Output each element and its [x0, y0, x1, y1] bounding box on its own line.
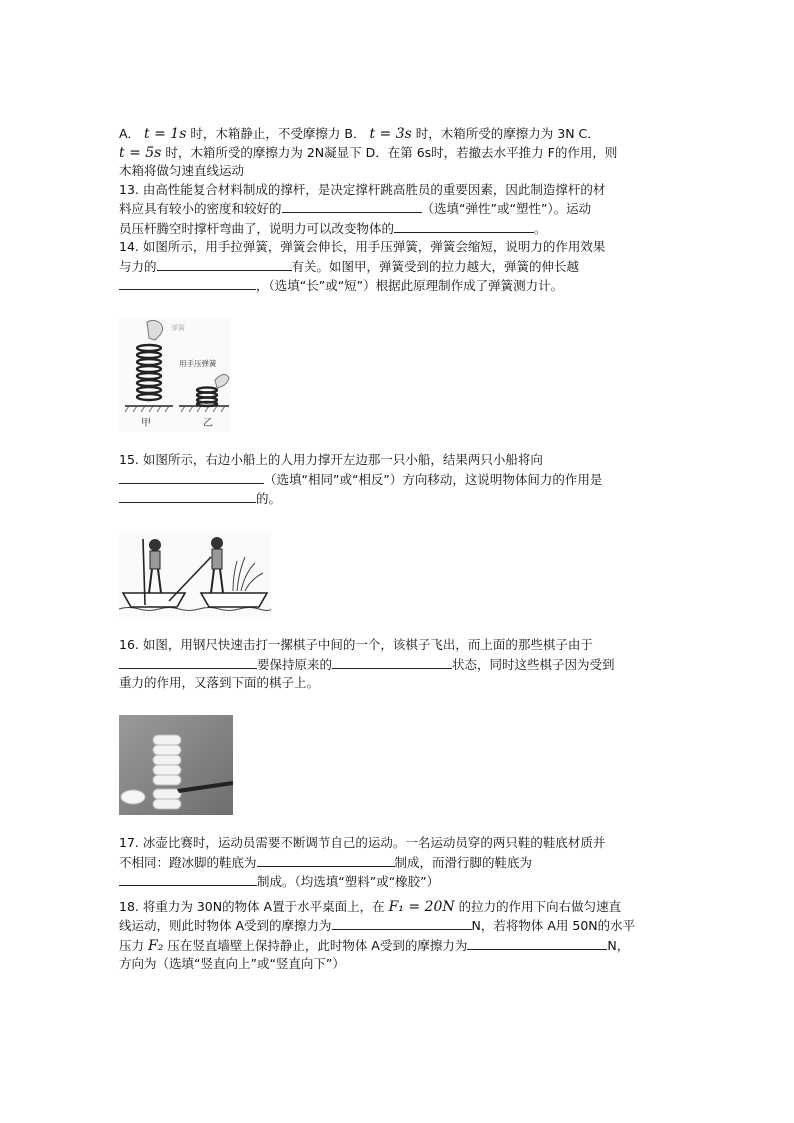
q13-answer-blank-2[interactable]: [394, 219, 534, 233]
q12-c-text2: 木箱将做匀速直线运动: [119, 163, 245, 178]
q14-text-3b: ，（选填“长”或“短”）根据此原理制作成了弹簧测力计。: [256, 278, 564, 293]
q18-line-4: 方向为（选填“竖直向上”或“竖直向下”）: [119, 956, 345, 971]
q13-text-3a: 员压杆腾空时撑杆弯曲了，说明力可以改变物体的: [119, 220, 395, 236]
q12-b-math: t = 3s: [369, 126, 412, 142]
q16-line-1: 16. 如图，用钢尺快速击打一摞棋子中间的一个，该棋子飞出，而上面的那些棋子由于: [119, 637, 593, 652]
svg-text:弹簧: 弹簧: [171, 323, 185, 332]
q17-answer-blank-1[interactable]: [257, 853, 395, 867]
q15-line-2: [119, 470, 679, 490]
q18-text-3b: 压在竖直墙壁上保持静止，此时物体 A受到的摩擦力为: [167, 937, 468, 953]
q16-answer-blank-1[interactable]: [119, 655, 257, 669]
q18-answer-blank-1[interactable]: [332, 916, 472, 930]
q18-line-3: [119, 936, 679, 956]
q14-line-3: [119, 276, 679, 296]
spring-illustration: [119, 318, 231, 432]
q15-answer-blank-2[interactable]: [119, 489, 256, 503]
q18-text-1b: 的拉力的作用下向右做匀速直: [458, 898, 622, 914]
q18-line-2: [119, 916, 679, 936]
q13-line-1: 13. 由高性能复合材料制成的撑杆，是决定撑杆跳高胜员的重要因素，因此制造撑杆的材: [119, 181, 606, 197]
q14-answer-blank-2[interactable]: [119, 276, 256, 290]
q14-line-1: 14. 如图所示，用手拉弹簧，弹簧会伸长，用手压弹簧，弹簧会缩短，说明力的作用效果: [119, 239, 606, 254]
q17-answer-blank-2[interactable]: [119, 872, 257, 886]
q18-f2-math: F₂: [148, 937, 164, 954]
q17-text-2a: 不相同：蹬冰脚的鞋底为: [119, 854, 257, 870]
q17-text-3b: 制成。（均选填“塑料”或“橡胶”）: [257, 874, 440, 889]
q14-text-2a: 与力的: [119, 258, 157, 274]
document-page: [119, 125, 679, 974]
q12-option-line-1: [119, 125, 679, 144]
q13-text-3b: 。: [534, 220, 547, 236]
q16-chess-figure: [119, 715, 679, 821]
q12-a-text: 时，木箱静止，不受摩擦力 B．: [190, 126, 366, 141]
q13-line-2: [119, 199, 679, 219]
q18-answer-blank-2[interactable]: [467, 936, 607, 950]
q18-f1-math: F₁ = 20N: [388, 898, 455, 915]
q16-answer-blank-2[interactable]: [332, 655, 452, 669]
q18-text-1a: 18. 将重力为 30N的物体 A置于水平桌面上，在: [119, 898, 385, 914]
q16-text-2b: 要保持原来的: [257, 656, 333, 672]
q15-line-3: [119, 489, 679, 509]
q18-text-3c: N，: [607, 937, 630, 953]
q14-answer-blank-1[interactable]: [157, 257, 292, 271]
boats-illustration: [119, 531, 271, 617]
q12-a-math: t = 1s: [144, 126, 187, 142]
q12-a-prefix: A．: [119, 126, 141, 141]
fig-caption-yi: 乙: [203, 417, 213, 429]
q15-text-2b: （选填“相同”或“相反”）方向移动，这说明物体间力的作用是: [264, 471, 603, 487]
q15-line-1: 15. 如图所示，右边小船上的人用力撑开左边那一只小船，结果两只小船将向: [119, 452, 543, 467]
fig-label-press-spring: 用手压弹簧: [179, 358, 217, 368]
q17-line-3: [119, 872, 679, 892]
q12-option-line-2: [119, 144, 679, 163]
q14-line-2: [119, 257, 679, 277]
q16-line-3: 重力的作用，又落到下面的棋子上。: [119, 675, 320, 690]
q12-b-text: 时，木箱所受的摩擦力为 3N C．: [415, 126, 600, 141]
q13-text-2b: （选填“弹性”或“塑性”）。运动: [421, 201, 592, 216]
q13-line-3: [119, 219, 679, 239]
q18-text-2a: 线运动，则此时物体 A受到的摩擦力为: [119, 918, 332, 933]
q15-boats-figure: [119, 531, 679, 623]
q12-option-line-3: [119, 162, 679, 181]
q14-spring-figure: [119, 318, 679, 438]
q15-answer-blank-1[interactable]: [119, 470, 264, 484]
q12-c-math: t = 5s: [119, 144, 162, 161]
q14-text-2b: 有关。如图甲，弹簧受到的拉力越大，弹簧的伸长越: [291, 258, 580, 274]
q13-answer-blank-1[interactable]: [282, 199, 422, 213]
fig-caption-jia: 甲: [141, 417, 151, 429]
q12-c-text: 时，木箱所受的摩擦力为 2N凝显下 D．在第 6s时，若撤去水平推力 F的作用，则: [165, 144, 618, 160]
q17-text-2b: 制成，而滑行脚的鞋底为: [394, 854, 533, 870]
chess-stack-illustration: [119, 715, 233, 815]
q16-text-2c: 状态，同时这些棋子因为受到: [452, 656, 615, 672]
q18-text-2b: N，若将物体 A用 50N的水平: [471, 918, 636, 933]
q16-line-2: [119, 655, 679, 675]
q17-line-2: [119, 853, 679, 873]
q18-text-3a: 压力: [119, 937, 145, 953]
q13-text-2a: 料应具有较小的密度和较好的: [119, 201, 282, 216]
q18-line-1: [119, 898, 679, 917]
q15-text-3b: 的。: [256, 491, 282, 506]
q17-line-1: 17. 冰壶比赛时，运动员需要不断调节自己的运动。一名运动员穿的两只鞋的鞋底材质并: [119, 835, 606, 850]
